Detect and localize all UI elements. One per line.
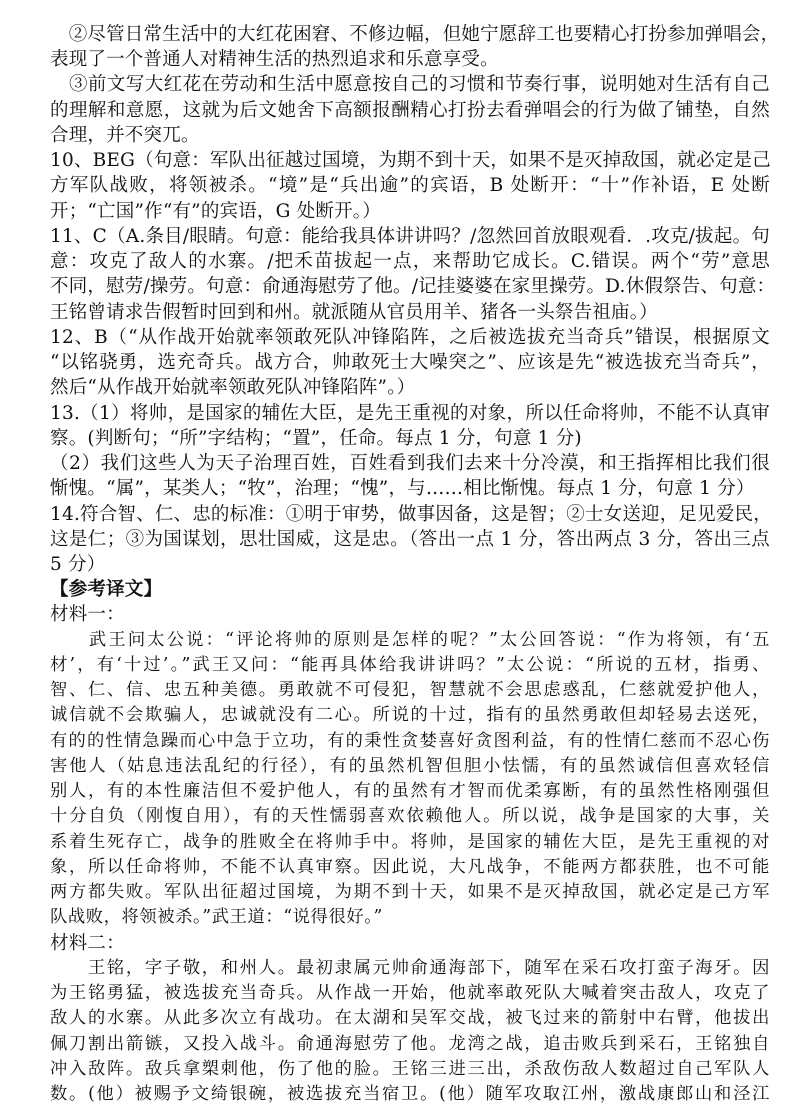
material1-line10: 象，所以任命将帅，不能不认真审察。因此说，大凡战争，不能两方都获胜，也不可能 — [50, 856, 770, 877]
material1-line11: 两方都失败。军队出征超过国境，为期不到十天，如果不是灭掉敌国，就必定是己方军 — [50, 882, 770, 903]
material1-line5: 有的的性情急躁而心中急于立功，有的秉性贪婪喜好贪图利益，有的性情仁慈而不忍心伤 — [50, 730, 770, 751]
material1-line3: 智、仁、信、忠五种美德。勇敢就不可侵犯，智慧就不会思虑惑乱，仁慈就爱护他人， — [50, 680, 770, 701]
answer14-line2: 这是仁；③为国谋划，思壮国威，这是忠。（答出一点 1 分，答出两点 3 分，答出三点 — [50, 528, 770, 550]
material2-line2: 为王铭勇猛，被选拔充当奇兵。从作战一开始，他就率敢死队大喊着突击敌人，攻克了 — [50, 983, 770, 1004]
material1-line1: 武王问太公说：“评论将帅的原则是怎样的呢？”太公回答说：“作为将领，有‘五 — [50, 629, 770, 650]
material1-line12: 队战败，将领被杀。”武王道：“说得很好。” — [50, 907, 383, 928]
answer11-line3: 不同，慰劳/操劳。句意：俞通海慰劳了他。/记挂婆婆在家里操劳。D.休假祭告、句意： — [50, 276, 776, 298]
answer11-line1: 11、C（A.条目/眼睛。句意：能给我具体讲讲吗？/忽然回首放眼观看．.攻克/拔起。句 — [50, 225, 770, 247]
material2-line5: 冲入敌阵。敌兵拿槊刺他，伤了他的脸。王铭三进三出，杀敌伤敌人数超过自己军队人 — [50, 1058, 770, 1079]
material2-line4: 佩刀割出箭镞，又投入战斗。俞通海慰劳了他。龙湾之战，追击败兵到采石，王铭独自 — [50, 1033, 770, 1054]
material2-line1: 王铭，字子敬，和州人。最初隶属元帅俞通海部下，随军在采石攻打蛮子海牙。因 — [50, 957, 770, 978]
answer14-line1: 14.符合智、仁、忠的标准：①明于审势，做事因备，这是智；②士女送迎，足见爱民， — [50, 503, 772, 525]
answer12-line2: “以铭骁勇，选充奇兵。战方合，帅敢死士大噪突之”、应该是先“被选拔充当奇兵”， — [50, 352, 770, 374]
answer10-line1: 10、BEG（句意：军队出征越过国境，为期不到十天，如果不是灭掉敌国，就必定是己 — [50, 150, 771, 172]
material2-label: 材料二： — [50, 932, 125, 954]
translation-heading: 【参考译文】 — [50, 579, 163, 601]
material2-line3: 敌人的水寨。从此多次立有战功。在太湖和吴军交战，被飞过来的箭射中右臂，他拔出 — [50, 1008, 770, 1029]
answer11-line4: 王铭曾请求告假暂时回到和州。就派随从官员用羊、猪各一头祭告祖庙。） — [50, 301, 658, 323]
material1-line8: 十分自负（刚愎自用），有的天性懦弱喜欢依赖他人。所以说，战争是国家的大事，关 — [50, 806, 770, 827]
material1-line9: 系着生死存亡，战争的胜败全在将帅手中。将帅，是国家的辅佐大臣，是先王重视的对 — [50, 831, 770, 852]
answer13-2-line1: （2）我们这些人为天子治理百姓，百姓看到我们去来十分冷漠，和王指挥相比我们很 — [50, 453, 770, 475]
answer9-point3-line1: ③前文写大红花在劳动和生活中愿意按自己的习惯和节奏行事，说明她对生活有自己 — [50, 74, 770, 96]
answer10-line3: 开；“亡国”作“有”的宾语，G 处断开。） — [50, 200, 381, 222]
answer9-point3-line2: 的理解和意愿，这就为后文她舍下高额报酬精心打扮去看弹唱会的行为做了铺垫，自然 — [50, 99, 770, 121]
material2-line6: 数。(他）被赐予文绮银碗，被选拔充当宿卫。(他）随军攻取江州，激战康郎山和泾江 — [50, 1084, 770, 1104]
answer12-line3: 然后“从作战开始就率领敢死队冲锋陷阵”。） — [50, 377, 416, 399]
material1-line2: 材’，有‘十过’。”武王又问：“能再具体给我讲讲吗？”太公说：“所说的五材，指勇、 — [50, 654, 770, 675]
material1-line6: 害他人（姑息违法乱纪的行径），有的虽然机智但胆小怯懦，有的虽然诚信但喜欢轻信 — [50, 755, 770, 776]
answer12-line1: 12、B（“从作战开始就率领敢死队冲锋陷阵，之后被选拔充当奇兵”错误，根据原文 — [50, 326, 770, 348]
material1-line7: 别人，有的本性廉洁但不爱护他人，有的虽然有才智而优柔寡断，有的虽然性格刚强但 — [50, 781, 770, 802]
answer14-line3: 5 分） — [50, 554, 106, 575]
answer9-point2-line2: 表现了一个普通人对精神生活的热烈追求和乐意享受。 — [50, 49, 499, 71]
answer10-line2: 方军队战败，将领被杀。“境”是“兵出逾”的宾语，B 处断开：“十”作补语，E 处断 — [50, 175, 770, 197]
answer13-1-line1: 13.（1）将帅，是国家的辅佐大臣，是先王重视的对象，所以任命将帅，不能不认真审 — [50, 402, 770, 424]
answer13-1-line2: 察。(判断句；“所”字结构；“置”，任命。每点 1 分，句意 1 分) — [50, 427, 582, 449]
answer9-point2-line1: ②尽管日常生活中的大红花困窘、不修边幅，但她宁愿辞工也要精心打扮参加弹唱会， — [50, 24, 780, 45]
answer13-2-line2: 惭愧。“属”，某类人；“牧”，治理；“愧”，与……相比惭愧。每点 1 分，句意 1 分） — [50, 478, 755, 500]
answer9-point3-line3: 合理，并不突兀。 — [50, 124, 200, 146]
answer11-line2: 意：攻克了敌人的水寨。/把禾苗拔起一点，来帮助它成长。C.错误。两个“劳”意思 — [50, 251, 770, 273]
material1-line4: 诚信就不会欺骗人，忠诚就没有二心。所说的十过，指有的虽然勇敢但却轻易去送死， — [50, 705, 770, 726]
material1-label: 材料一： — [50, 604, 125, 626]
